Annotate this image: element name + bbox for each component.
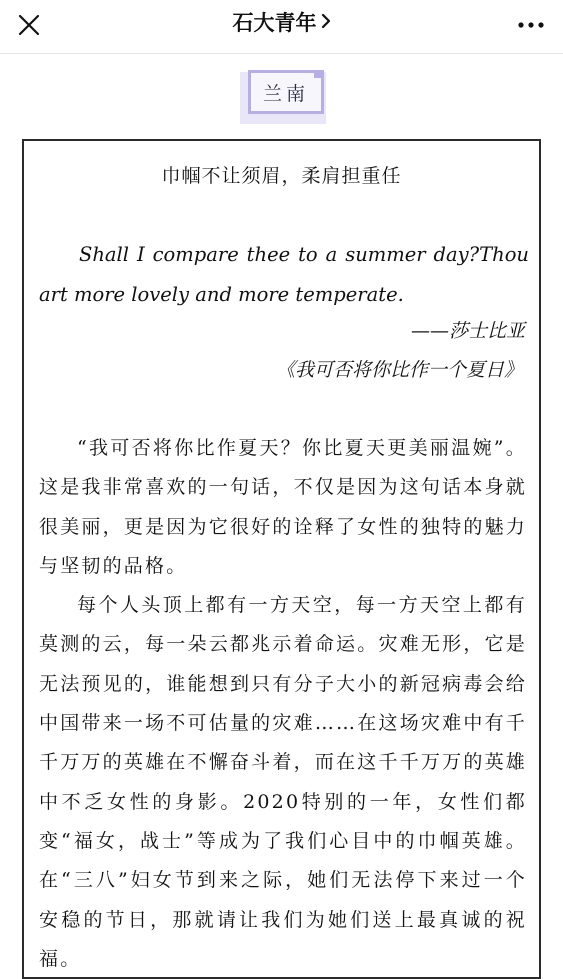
author-name: 兰南 <box>248 70 324 114</box>
article-title: 巾帼不让须眉，柔肩担重任 <box>161 165 402 187</box>
more-icon <box>517 21 545 29</box>
account-title: 石大青年 <box>232 11 317 35</box>
author-tag <box>240 66 334 124</box>
paragraph: 每个人头顶上都有一方天空，每一方天空上都有莫测的云，每一朵云都兆示着命运。灾难无形，它是无法预见的，谁能想到只有分子大小的新冠病毒会给中国带来一场不可估量的灾难……在这场灾难中有千千万万的英雄在不懈奋斗着，而在这千千万万的英雄中不乏女性的身影。2020特别的一年，女性们都变“福女，战士”等成为了我们心目中的巾帼英雄。在“三八”妇女节到来之际，她们无法停下来过一个安稳的节日，那就请让我们为她们送上最真诚的祝福。 <box>39 594 527 970</box>
more-options-button[interactable] <box>511 8 551 42</box>
author-tag-corner <box>314 70 322 78</box>
article-frame <box>22 139 541 979</box>
article-body <box>39 429 527 979</box>
account-title-link[interactable] <box>0 0 563 44</box>
paragraph: “我可否将你比作夏天？你比夏天更美丽温婉”。这是我非常喜欢的一句话，不仅是因为这句话本身就很美丽，更是因为它很好的诠释了女性的独特的魅力与坚韧的品格。 <box>39 437 527 577</box>
epigraph-source: 《我可否将你比作一个夏日》 <box>275 359 523 381</box>
top-nav-bar <box>0 0 563 54</box>
epigraph-author: ——莎士比亚 <box>410 320 525 342</box>
chevron-right-icon <box>321 10 331 34</box>
epigraph-quote: Shall I compare thee to a summer day?Thou art more lovely and more temperate. <box>39 243 529 306</box>
